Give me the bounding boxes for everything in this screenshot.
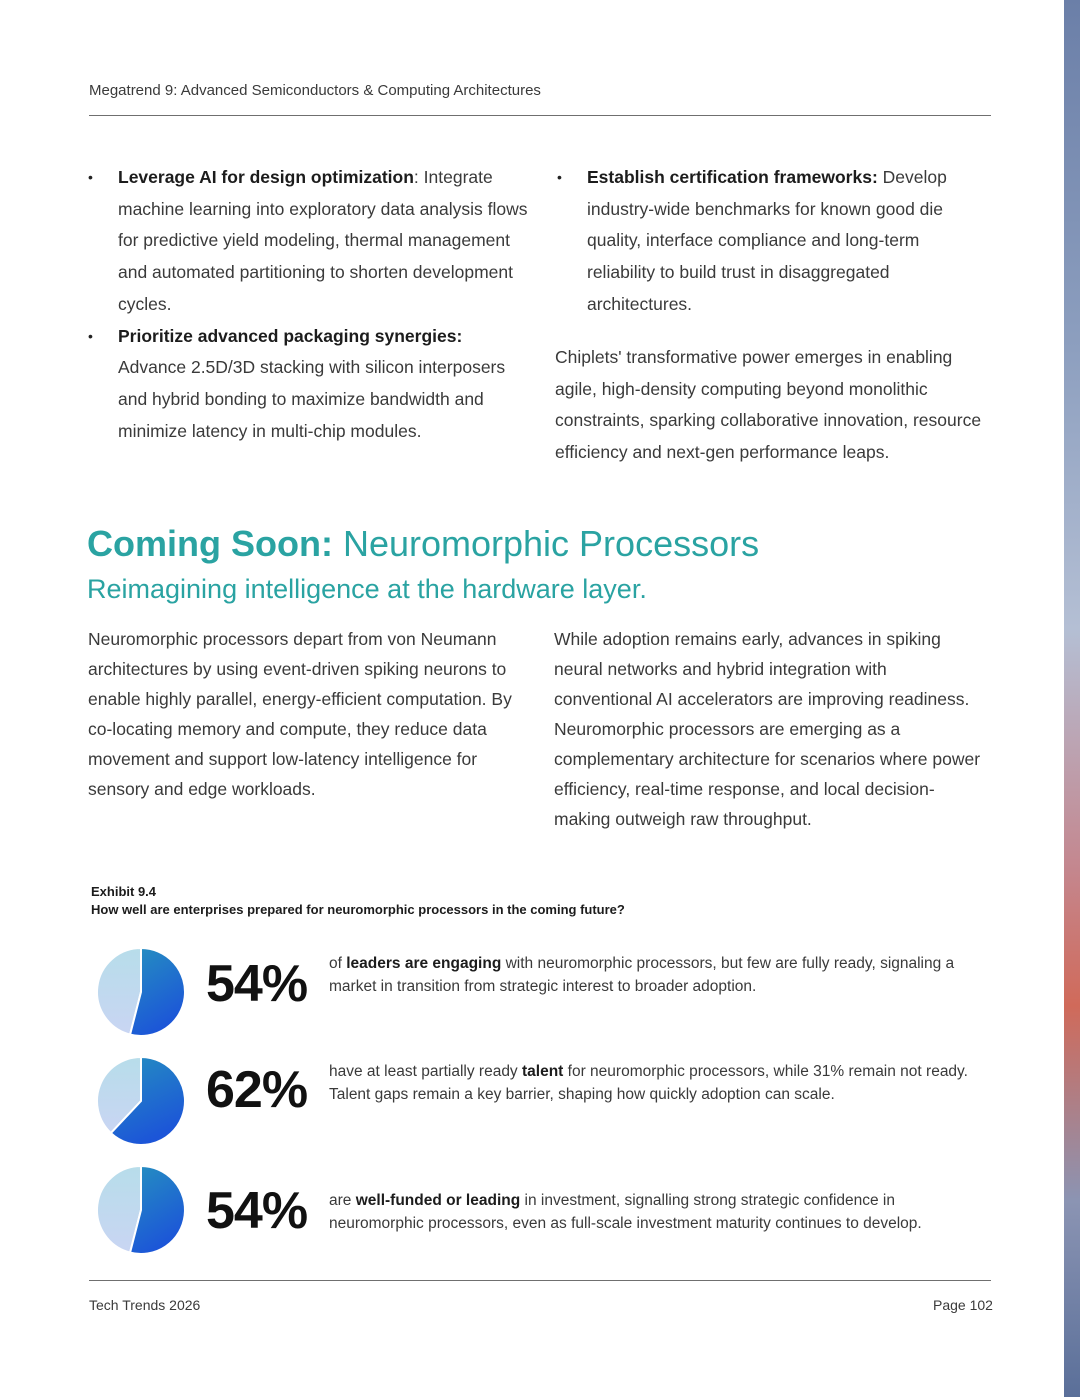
bullet-item (88, 321, 528, 448)
stat-text-pre: have at least partially ready (329, 1063, 522, 1080)
stat-description (329, 1189, 979, 1235)
stat-row (95, 946, 985, 1038)
bullet-heading: Leverage AI for design optimization (118, 167, 414, 187)
section-title-rest: Neuromorphic Processors (332, 523, 760, 564)
stat-value: 54% (206, 1182, 308, 1240)
bullet-text: Develop industry-wide benchmarks for known good die quality, interface compliance and long-term reliability to build trust in disaggregated architectures. (587, 167, 947, 314)
exhibit-label: Exhibit 9.4 (91, 884, 157, 899)
decorative-edge-strip (1064, 0, 1080, 1397)
stat-value: 54% (206, 955, 308, 1013)
pie-chart (95, 1164, 187, 1256)
bullet-glyph: • (88, 169, 93, 185)
pie-chart (95, 946, 187, 1038)
right-bullet-column (557, 162, 989, 321)
chiplets-summary: Chiplets' transformative power emerges in enabling agile, high-density computing beyond monolithic constraints, sparking collaborative innovation, resource efficiency and next-gen performance leaps. (555, 347, 982, 463)
stat-row (95, 1164, 985, 1256)
bullet-heading: Prioritize advanced packaging synergies: (118, 325, 463, 346)
bullet-heading: Establish certification frameworks: (587, 167, 878, 187)
stat-text-bold: talent (522, 1063, 564, 1080)
section-subtitle: Reimagining intelligence at the hardware layer. (87, 574, 647, 604)
left-bullet-column (88, 162, 528, 447)
footer-rule (89, 1280, 991, 1281)
bullet-item (557, 162, 989, 321)
stat-text-bold: leaders are engaging (346, 955, 502, 972)
bullet-text: : Integrate machine learning into exploratory data analysis flows for predictive yield modeling, thermal management and automated partitioning to shorten development cycles. (118, 167, 528, 314)
intro-paragraph-right: While adoption remains early, advances in spiking neural networks and hybrid integration with conventional AI accelerators are improving readiness. Neuromorphic processors are emerging as a complementary architecture for scenarios where power efficiency, real-time response, and local decision-making outweigh raw throughput. (554, 629, 981, 829)
stat-text-post: in investment, signalling strong strategic confidence in neuromorphic processors, even as full-scale investment maturity continues to develop. (329, 1192, 922, 1232)
stat-row (95, 1055, 985, 1147)
exhibit-question: How well are enterprises prepared for neuromorphic processors in the coming future? (91, 902, 625, 917)
stat-description (329, 1060, 979, 1106)
bullet-item (88, 162, 528, 321)
header-rule (89, 115, 991, 116)
stat-text-post: with neuromorphic processors, but few are fully ready, signaling a market in transition from strategic interest to broader adoption. (329, 955, 955, 995)
stat-value: 62% (206, 1061, 308, 1119)
stat-text-bold: well-funded or leading (355, 1192, 521, 1209)
bullet-glyph: • (88, 327, 93, 344)
stat-text-pre: of (329, 955, 347, 972)
stat-text-pre: are (329, 1192, 356, 1209)
stat-description (329, 952, 979, 998)
running-header: Megatrend 9: Advanced Semiconductors & Computing Architectures (89, 82, 541, 99)
page-number: Page 102 (933, 1297, 993, 1313)
bullet-text: Advance 2.5D/3D stacking with silicon interposers and hybrid bonding to maximize bandwidth and minimize latency in multi-chip modules. (118, 357, 506, 441)
bullet-glyph: • (557, 169, 562, 185)
pie-chart (95, 1055, 187, 1147)
section-title-bold: Coming Soon: (87, 523, 333, 564)
section-title (87, 523, 759, 565)
intro-paragraph-left: Neuromorphic processors depart from von Neumann architectures by using event-driven spiking neurons to enable highly parallel, energy-efficient computation. By co-locating memory and compute, they reduce data movement and support low-latency intelligence for sensory and edge workloads. (88, 629, 512, 799)
stat-text-post: for neuromorphic processors, while 31% remain not ready. Talent gaps remain a key barrier, shaping how quickly adoption can scale. (329, 1063, 968, 1103)
footer-publication: Tech Trends 2026 (89, 1297, 201, 1313)
